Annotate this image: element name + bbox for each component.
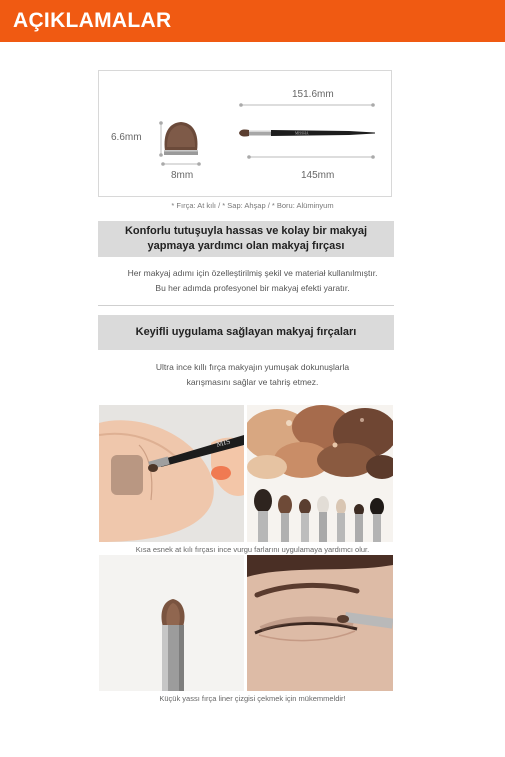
handle-print-text: MIS — [215, 436, 232, 449]
brush-side-illustration — [239, 129, 375, 136]
section1-text-line1: Her makyaj adımı için özelleştirilmiş şekil ve materiał kullanılmıştır. — [127, 268, 378, 278]
section-divider — [98, 305, 394, 306]
eyeshadow-brushes-photo — [247, 405, 393, 542]
tuft-height-label: 6.6mm — [111, 132, 142, 143]
caption-row1: Kısa esnek at kılı fırçası ince vurgu farlarını uygulamaya yardımcı olur. — [135, 545, 370, 554]
handle-length-label: 145mm — [301, 170, 335, 181]
section1-heading-line1: Konforlu tutuşuyla hassas ve kolay bir makyaj — [124, 225, 368, 237]
material-list: * Fırça: At kılı / * Sap: Ahşap / * Boru: Alüminyum — [171, 201, 334, 210]
page-header — [0, 0, 505, 42]
brush-head-illustration — [164, 122, 198, 155]
eye-application-photo — [247, 555, 393, 691]
section1-text-line2: Bu her adımda profesyonel bir makyaj efekti yaratır. — [155, 283, 350, 293]
brush-tip-photo — [99, 555, 244, 691]
section1-heading — [98, 221, 394, 257]
section2-text — [60, 360, 445, 390]
caption-row2: Küçük yassı fırça liner çizgisi çekmek için mükemmeldir! — [159, 694, 346, 703]
section2-text-line2: karışmasını sağlar ve tahriş etmez. — [186, 377, 319, 387]
spec-diagram — [98, 70, 392, 197]
tuft-width-label: 8mm — [171, 170, 194, 181]
section2-heading: Keyifli uygulama sağlayan makyaj fırçaları — [98, 315, 394, 350]
section2-text-line1: Ultra ince kıllı fırça makyajın yumuşak dokunuşlarla — [155, 362, 350, 372]
section1-text — [60, 266, 445, 296]
page-title: AÇIKLAMALAR — [13, 9, 172, 32]
brush-brand-print: MISSHA — [295, 131, 309, 136]
section1-heading-line2: yapmaya yardımcı olan makyaj fırçası — [147, 240, 345, 252]
hand-brush-photo — [99, 405, 244, 542]
crushed-eyeshadow — [247, 405, 393, 479]
total-length-label: 151.6mm — [292, 89, 334, 100]
brush-dimension-diagram — [99, 71, 393, 198]
